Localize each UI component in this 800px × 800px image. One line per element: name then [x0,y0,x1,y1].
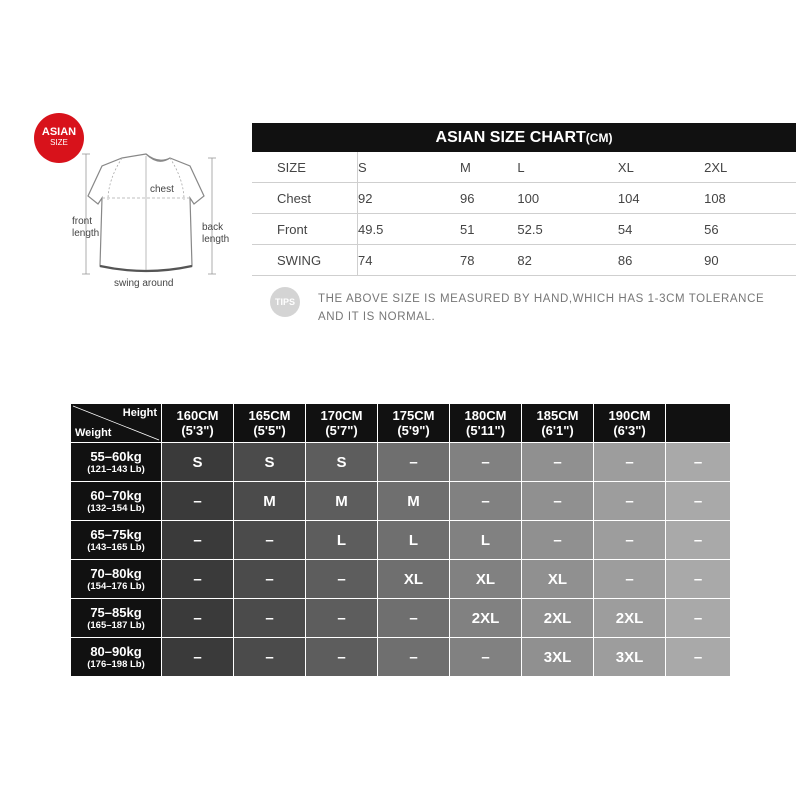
size-cell: – [450,443,522,482]
tips-icon: TIPS [270,287,300,317]
size-chart-row-swing: SWING 74 78 82 86 90 [252,245,796,276]
weight-row-label [71,443,162,482]
size-cell: S [162,443,234,482]
size-cell: – [378,638,450,677]
weight-lb: (165–187 Lb) [87,619,145,631]
back-length-label: back length [202,222,230,245]
weight-row-label [71,599,162,638]
size-cell: – [234,521,306,560]
swing-label: swing around [114,278,174,289]
size-cell: – [162,638,234,677]
size-cell: L [378,521,450,560]
height-axis-label: Height [122,407,157,419]
size-cell: – [378,443,450,482]
weight-lb: (121–143 Lb) [87,463,145,475]
hw-row [71,521,731,560]
size-cell: – [450,482,522,521]
size-cell: – [162,482,234,521]
size-cell: 2XL [522,599,594,638]
size-cell: 3XL [594,638,666,677]
size-cell: – [162,521,234,560]
size-chart-title: ASIAN SIZE CHART(CM) [252,123,796,152]
weight-kg: 65–75kg [90,526,142,542]
height-col-165: 165CM (5'5") [234,404,306,443]
hw-body [71,443,731,677]
height-col-190: 190CM (6'3") [594,404,666,443]
weight-kg: 80–90kg [90,643,142,659]
size-cell: – [666,599,731,638]
hw-row [71,482,731,521]
size-cell: – [234,560,306,599]
size-chart-row-chest: Chest 92 96 100 104 108 [252,183,796,214]
size-cell: S [234,443,306,482]
height-weight-chart [70,403,731,677]
size-cell: – [666,443,731,482]
size-cell: – [450,638,522,677]
size-cell: – [306,638,378,677]
chest-label: chest [150,184,174,195]
size-cell: 2XL [450,599,522,638]
hw-header-row [71,404,731,443]
jersey-diagram [64,140,244,290]
size-cell: – [162,560,234,599]
height-col-blank [666,404,731,443]
size-chart-row-front: Front 49.5 51 52.5 54 56 [252,214,796,245]
height-col-170: 170CM (5'7") [306,404,378,443]
hw-row [71,599,731,638]
height-col-185: 185CM (6'1") [522,404,594,443]
size-cell: – [378,599,450,638]
size-cell: M [306,482,378,521]
weight-row-label [71,560,162,599]
size-cell: L [450,521,522,560]
weight-lb: (143–165 Lb) [87,541,145,553]
weight-axis-label: Weight [75,427,112,439]
size-cell: – [306,560,378,599]
height-col-175: 175CM (5'9") [378,404,450,443]
weight-kg: 70–80kg [90,565,142,581]
corner-diagonal-icon [71,404,161,442]
weight-kg: 60–70kg [90,487,142,503]
asian-size-chart [252,123,796,276]
size-chart-header-row: SIZE S M L XL 2XL [252,152,796,183]
badge-line2: SIZE [50,138,68,147]
weight-kg: 55–60kg [90,448,142,464]
height-col-160: 160CM (5'3") [162,404,234,443]
size-cell: – [666,521,731,560]
weight-row-label [71,482,162,521]
weight-kg: 75–85kg [90,604,142,620]
weight-row-label [71,638,162,677]
size-cell: M [378,482,450,521]
hw-row [71,560,731,599]
size-cell: – [522,482,594,521]
size-cell: – [234,638,306,677]
weight-lb: (132–154 Lb) [87,502,145,514]
size-cell: 3XL [522,638,594,677]
size-cell: – [666,560,731,599]
hw-row [71,638,731,677]
height-col-180: 180CM (5'11") [450,404,522,443]
hw-corner [71,404,162,443]
size-cell: – [234,599,306,638]
weight-lb: (176–198 Lb) [87,658,145,670]
weight-lb: (154–176 Lb) [87,580,145,592]
size-cell: M [234,482,306,521]
size-cell: – [666,638,731,677]
badge-line1: ASIAN [41,126,77,138]
size-cell: – [594,560,666,599]
weight-row-label [71,521,162,560]
size-cell: – [306,599,378,638]
size-cell: XL [378,560,450,599]
tips-text: THE ABOVE SIZE IS MEASURED BY HAND,WHICH HAS 1-3CM TOLERANCE AND IT IS NORMAL. [318,293,765,323]
size-cell: 2XL [594,599,666,638]
size-cell: – [594,443,666,482]
size-cell: XL [522,560,594,599]
size-cell: L [306,521,378,560]
size-cell: – [162,599,234,638]
front-length-label: front length [72,216,100,239]
size-cell: – [594,521,666,560]
size-cell: – [594,482,666,521]
size-cell: – [522,521,594,560]
size-cell: XL [450,560,522,599]
size-cell: – [666,482,731,521]
jersey-outline-icon [64,140,244,290]
hw-row [71,443,731,482]
size-cell: – [522,443,594,482]
size-cell: S [306,443,378,482]
